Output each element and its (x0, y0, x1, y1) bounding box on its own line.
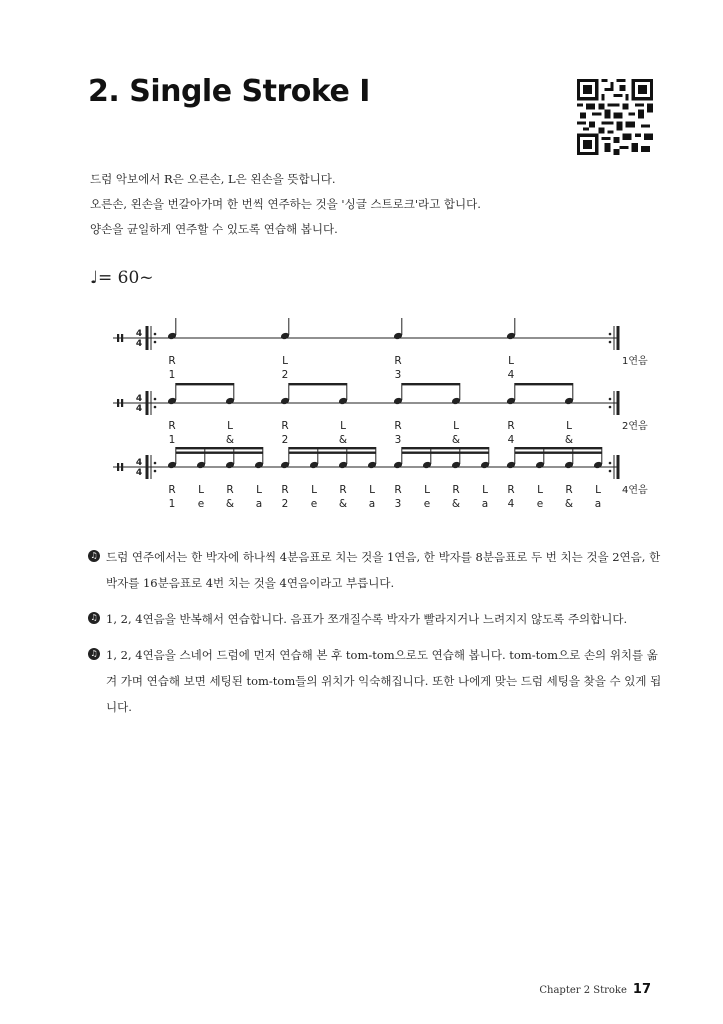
percussion-clef-icon (117, 399, 119, 407)
sticking-label: L (256, 484, 262, 496)
repeat-dot (154, 398, 157, 401)
count-label: 3 (394, 498, 402, 510)
notes-list (88, 544, 666, 730)
repeat-dot (154, 462, 157, 465)
repeat-dot (609, 406, 612, 409)
chapter-label: Chapter 2 Stroke (539, 985, 627, 996)
repeat-dot (154, 333, 157, 336)
count-label: 2 (281, 369, 289, 381)
note-item (88, 544, 666, 596)
sticking-label: L (340, 420, 346, 432)
repeat-dot (609, 470, 612, 473)
time-signature-bottom: 4 (135, 404, 143, 414)
note-item (88, 606, 666, 632)
music-note-bullet-icon: ♫ (88, 550, 100, 562)
exercise-label: 4연음 (622, 485, 648, 496)
count-label: & (338, 434, 348, 446)
percussion-clef-icon (117, 463, 119, 471)
sticking-label: R (452, 484, 460, 496)
time-signature-top: 4 (135, 329, 143, 339)
tempo-marking: ♩= 60~ (90, 268, 154, 288)
count-label: e (310, 498, 318, 510)
note-beam (515, 447, 602, 449)
repeat-dot (609, 398, 612, 401)
exercise-label: 2연음 (622, 421, 648, 432)
sticking-label: R (394, 420, 402, 432)
count-label: & (225, 434, 235, 446)
sticking-label: L (198, 484, 204, 496)
sticking-label: L (508, 355, 514, 367)
count-label: 3 (394, 434, 402, 446)
intro-line: 양손을 균일하게 연주할 수 있도록 연습해 봅니다. (90, 222, 338, 236)
sticking-label: R (226, 484, 234, 496)
note-beam (515, 383, 573, 385)
count-label: & (564, 498, 574, 510)
count-label: & (564, 434, 574, 446)
note-item (88, 642, 666, 720)
sticking-label: R (168, 484, 176, 496)
time-signature-top: 4 (135, 394, 143, 404)
sticking-label: L (369, 484, 375, 496)
sticking-label: R (339, 484, 347, 496)
count-label: e (197, 498, 205, 510)
note-beam (402, 447, 489, 449)
count-label: a (481, 498, 489, 510)
note-beam (289, 383, 347, 385)
count-label: & (225, 498, 235, 510)
count-label: 4 (507, 369, 515, 381)
count-label: 4 (507, 434, 515, 446)
sticking-label: L (282, 355, 288, 367)
note-beam (515, 452, 602, 454)
count-label: & (338, 498, 348, 510)
note-text: 1, 2, 4연음을 스네어 드럼에 먼저 연습해 본 후 tom-tom으로도 연습해 봅니다. tom-tom으로 손의 위치를 옮겨 가며 연습해 보면 세팅된 tom-tom들의 위치가 익숙해집니다. 또한 나에게 맞는 드럼 세팅을 찾을 수 있게 됩니다. (106, 648, 662, 714)
intro-line: 드럼 악보에서 R은 오른손, L은 왼손을 뜻합니다. (90, 172, 336, 186)
count-label: 1 (168, 369, 176, 381)
sticking-label: L (227, 420, 233, 432)
percussion-clef-icon (121, 399, 123, 407)
music-note-bullet-icon: ♫ (88, 648, 100, 660)
note-text: 1, 2, 4연음을 반복해서 연습합니다. 음표가 쪼개질수록 박자가 빨라지거나 느려지지 않도록 주의합니다. (106, 612, 628, 626)
count-label: 4 (507, 498, 515, 510)
time-signature-bottom: 4 (135, 339, 143, 349)
repeat-dot (609, 341, 612, 344)
sticking-label: L (424, 484, 430, 496)
repeat-dot (154, 341, 157, 344)
count-label: a (255, 498, 263, 510)
time-signature-bottom: 4 (135, 468, 143, 478)
note-beam (289, 452, 376, 454)
sticking-label: R (394, 355, 402, 367)
count-label: a (368, 498, 376, 510)
sticking-label: R (168, 355, 176, 367)
count-label: 3 (394, 369, 402, 381)
percussion-clef-icon (121, 463, 123, 471)
sticking-label: L (482, 484, 488, 496)
note-beam (402, 452, 489, 454)
note-text: 드럼 연주에서는 한 박자에 하나씩 4분음표로 치는 것을 1연음, 한 박자를 8분음표로 두 번 치는 것을 2연음, 한 박자를 16분음표로 4번 치는 것을 4연음이라고 부릅니다. (106, 550, 661, 590)
count-label: e (536, 498, 544, 510)
repeat-dot (609, 333, 612, 336)
page-footer (539, 982, 651, 997)
note-beam (176, 447, 263, 449)
sticking-label: R (507, 484, 515, 496)
page-title: 2. Single Stroke Ⅰ (88, 74, 370, 109)
note-beam (176, 383, 234, 385)
count-label: a (594, 498, 602, 510)
count-label: 1 (168, 434, 176, 446)
sticking-label: R (507, 420, 515, 432)
exercise-label: 1연음 (622, 356, 648, 367)
sticking-label: L (453, 420, 459, 432)
sticking-label: L (566, 420, 572, 432)
sticking-label: R (168, 420, 176, 432)
count-label: 1 (168, 498, 176, 510)
note-beam (289, 447, 376, 449)
count-label: e (423, 498, 431, 510)
count-label: & (451, 434, 461, 446)
count-label: 2 (281, 498, 289, 510)
sticking-label: R (281, 420, 289, 432)
count-label: 2 (281, 434, 289, 446)
count-label: & (451, 498, 461, 510)
sticking-label: L (595, 484, 601, 496)
repeat-dot (154, 470, 157, 473)
sticking-label: L (311, 484, 317, 496)
time-signature-top: 4 (135, 458, 143, 468)
sticking-label: R (281, 484, 289, 496)
note-beam (402, 383, 460, 385)
sticking-label: R (394, 484, 402, 496)
sticking-label: L (537, 484, 543, 496)
intro-line: 오른손, 왼손을 번갈아가며 한 번씩 연주하는 것을 '싱글 스트로크'라고 합니다. (90, 197, 481, 211)
percussion-clef-icon (117, 334, 119, 342)
repeat-dot (154, 406, 157, 409)
note-beam (176, 452, 263, 454)
percussion-clef-icon (121, 334, 123, 342)
music-note-bullet-icon: ♫ (88, 612, 100, 624)
sticking-label: R (565, 484, 573, 496)
page-number: 17 (632, 982, 651, 997)
repeat-dot (609, 462, 612, 465)
